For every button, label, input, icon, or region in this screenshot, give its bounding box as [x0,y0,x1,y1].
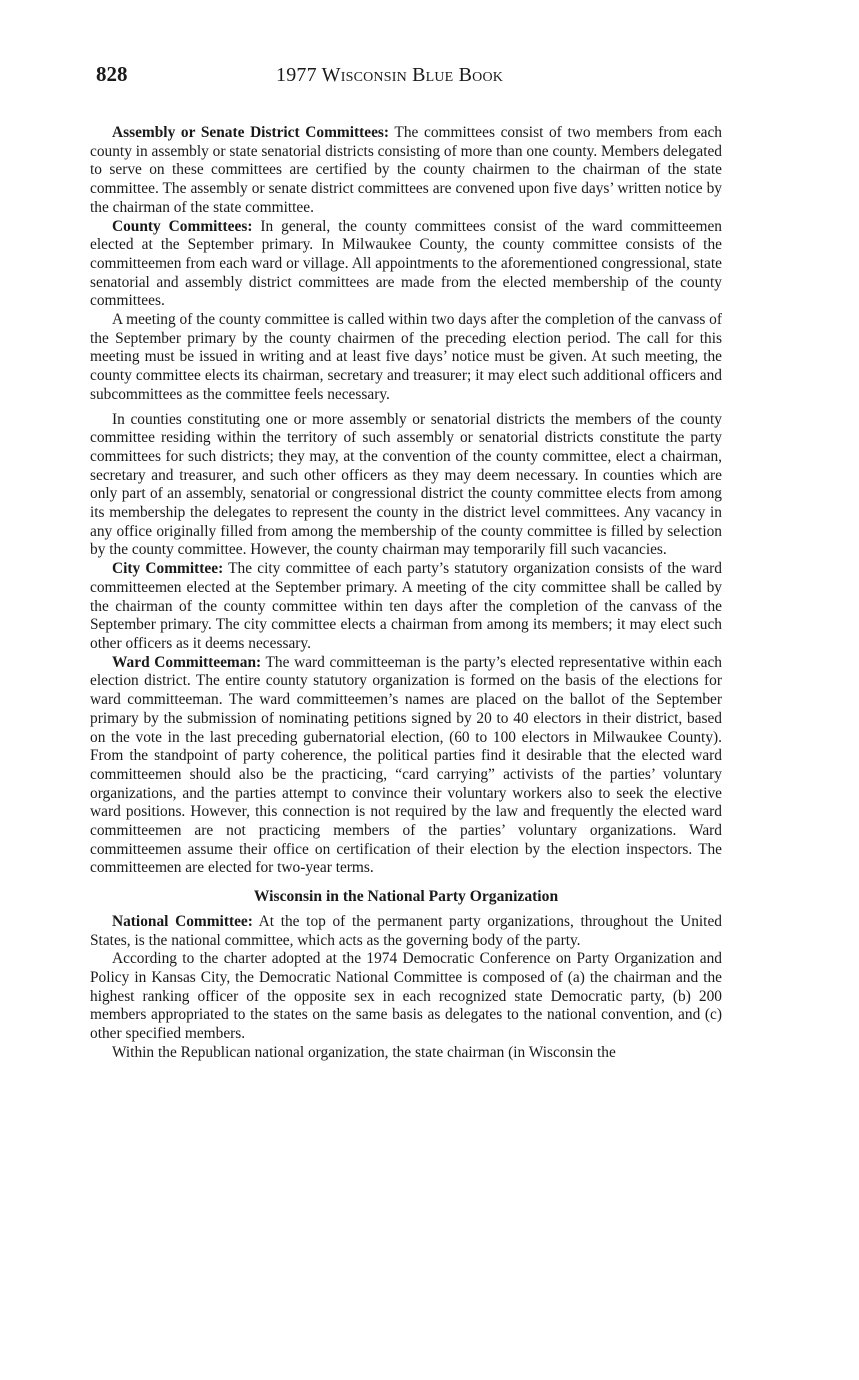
paragraph-lead: City Committee: [112,560,224,578]
paragraph-lead: National Committee: [112,912,253,930]
paragraph-text: The committees consist of two members from each county in assembly or state senatorial districts consisting of more than one county. Members delegated to serve on these committees are certified by the county chairmen to the chairman of the state committee. The assembly or senate district committees are convened upon five days’ written notice by the chairman of the state committee. [90,124,723,216]
paragraph-text: According to the charter adopted at the 1974 Democratic Conference on Party Organization and Policy in Kansas City, the Democratic National Committee is composed of (a) the chairman and the highest ranking officer of the opposite sex in each recognized state Democratic party, (b) 200 members appropriated to the states on the same basis as delegates to the national convention, and (c) other specified members. [90,950,722,1043]
paragraph-text: The ward committeeman is the party’s elected representative within each election district. The entire county statutory organization is formed on the basis of the elections for ward committeeman. The ward committeemen’s names are placed on the ballot of the September primary by the submission of nominating petitions signed by 20 to 40 electors in their district, based on the vote in the last preceding gubernatorial election, (60 to 100 electors in Milwaukee County). From the standpoint of party coherence, the political parties find it desirable that the elected ward committeemen should also be the practicing, “card carrying” activists of the parties’ voluntary organizations, and the parties attempt to convince their voluntary workers also to seek the elective ward positions. However, this connection is not required by the law and frequently the elected ward committeemen are not practicing members of the parties’ voluntary organizations. Ward committeemen assume their office on certification of their election by the election inspectors. The committeemen are elected for two-year terms. [90,653,722,877]
paragraph-republican-organization [90,1044,722,1063]
paragraph-ward-committeeman [90,654,722,878]
page-header [96,62,736,92]
paragraph-county-meeting [90,311,722,405]
paragraph-assembly-senate-district-committees [90,124,722,218]
paragraph-text: Within the Republican national organization, the state chairman (in Wisconsin the [112,1043,616,1061]
paragraph-text: A meeting of the county committee is called within two days after the completion of the canvass of the September primary by the county chairmen of the preceding election period. The call for this meeting must be issued in writing and at least five days’ notice must be given. At such meeting, the county committee elects its chairman, secretary and treasurer; it may elect such additional officers and subcommittees as the committee feels necessary. [90,311,722,403]
paragraph-county-committees [90,218,722,312]
paragraph-city-committee [90,560,722,654]
paragraph-lead: Ward Committeeman: [112,653,262,671]
section-heading: Wisconsin in the National Party Organization [253,888,559,906]
paragraph-text: In counties constituting one or more assembly or senatorial districts the members of the county committee residing within the territory of such assembly or senatorial districts constitute the party committees for such districts; they may, at the convention of the county committee, elect a chairman, secretary and treasurer, and such other officers as they may deem necessary. In counties which are only part of an assembly, senatorial or congressional district the county committee elects from among its membership the delegates to represent the county in the district level committees. Any vacancy in any office originally filled from among the membership of the county committee is filled by selection by the county committee. However, the county chairman may temporarily fill such vacancies. [90,410,722,559]
paragraph-lead: Assembly or Senate District Committees: [112,124,390,141]
paragraph-text: At the top of the permanent party organizations, throughout the United States, is the national committee, which acts as the governing body of the party. [90,912,722,949]
paragraph-text: The city committee of each party’s statutory organization consists of the ward committeemen elected at the September primary. A meeting of the city committee shall be called by the chairman of the county committee within ten days after the completion of the canvass of the September primary. The city committee elects a chairman from among its members; it may elect such other officers as it deems necessary. [90,560,722,652]
running-title: 1977 Wisconsin Blue Book [276,64,504,86]
page-number: 828 [96,62,128,86]
paragraph-lead: County Committees: [112,217,253,235]
paragraph-national-committee [90,913,722,950]
paragraph-district-counties [90,411,722,561]
paragraph-text: In general, the county committees consist of the ward committeemen elected at the September primary. In Milwaukee County, the county committee consists of the committeemen from each ward or village. All appointments to the aforementioned congressional, state senatorial and assembly district committees are made from the elected membership of the county committees. [90,217,723,310]
paragraph-democratic-charter [90,950,722,1044]
body-text [90,124,722,1062]
